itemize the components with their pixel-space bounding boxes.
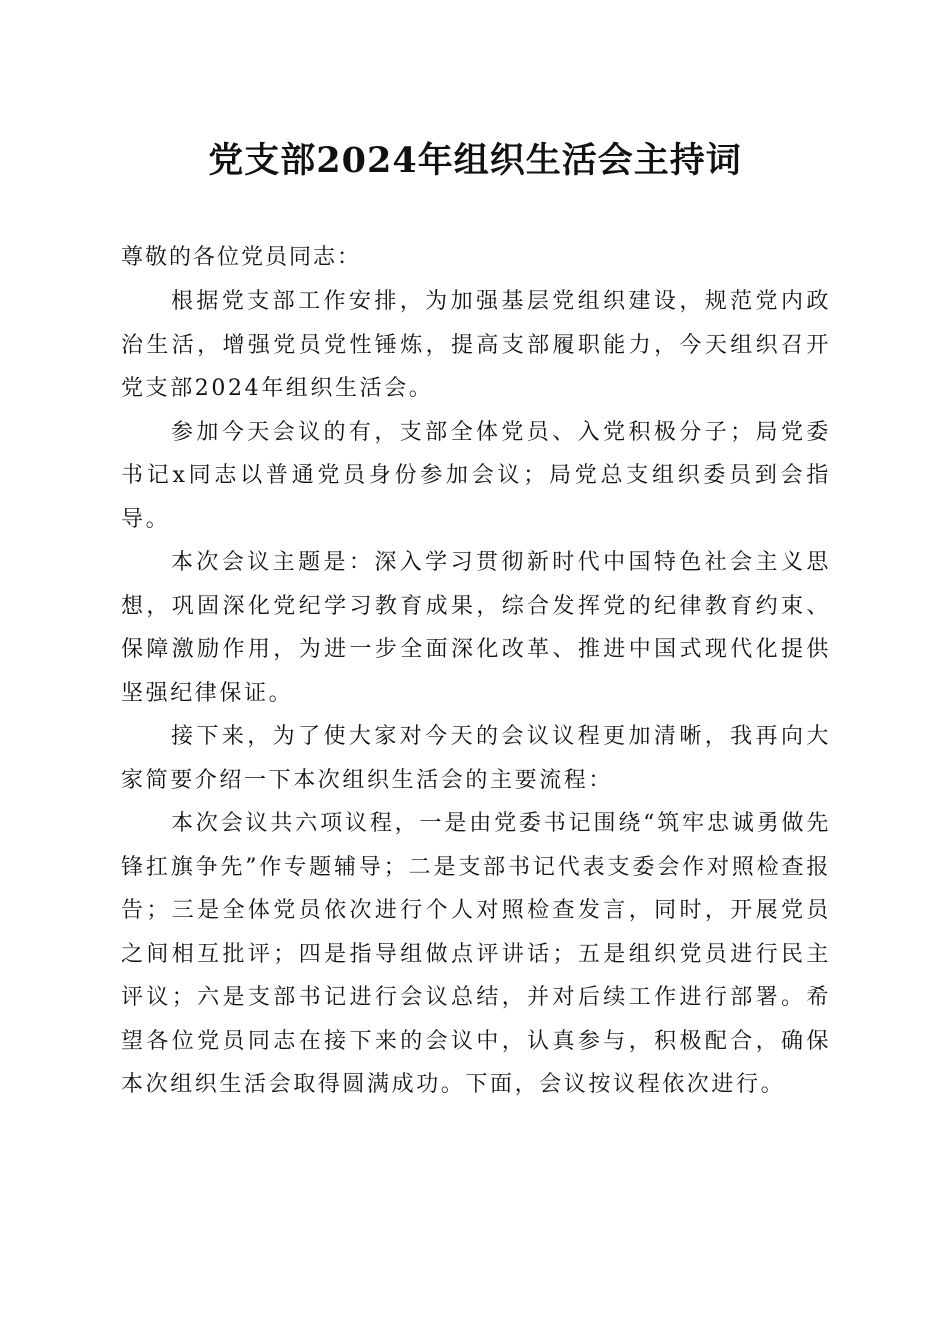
paragraph-arrangement: 根据党支部工作安排，为加强基层党组织建设，规范党内政治生活，增强党员党性锤炼，提高支部履职能力，今天组织召开党支部2024年组织生活会。	[121, 289, 831, 401]
salutation: 尊敬的各位党员同志：	[121, 245, 362, 270]
paragraph-transition: 接下来，为了使大家对今天的会议议程更加清晰，我再向大家简要介绍一下本次组织生活会的主要流程：	[121, 724, 831, 793]
paragraph-attendees: 参加今天会议的有，支部全体党员、入党积极分子；局党委书记x同志以普通党员身份参加会议；局党总支组织委员到会指导。	[121, 419, 831, 532]
paragraph-theme: 本次会议主题是：深入学习贯彻新时代中国特色社会主义思想，巩固深化党纪学习教育成果，综合发挥党的纪律教育约束、保障激励作用，为进一步全面深化改革、推进中国式现代化提供坚强纪律保证。	[121, 550, 831, 706]
document-title: 党支部2024年组织生活会主持词	[208, 140, 742, 181]
document-body	[121, 236, 831, 1107]
paragraph-agenda: 本次会议共六项议程，一是由党委书记围绕“筑牢忠诚勇做先锋扛旗争先”作专题辅导；二是支部书记代表支委会作对照检查报告；三是全体党员依次进行个人对照检查发言，同时，开展党员之间相互批评；四是指导组做点评讲话；五是组织党员进行民主评议；六是支部书记进行会议总结，并对后续工作进行部署。希望各位党员同志在接下来的会议中，认真参与，积极配合，确保本次组织生活会取得圆满成功。下面，会议按议程依次进行。	[121, 811, 831, 1097]
